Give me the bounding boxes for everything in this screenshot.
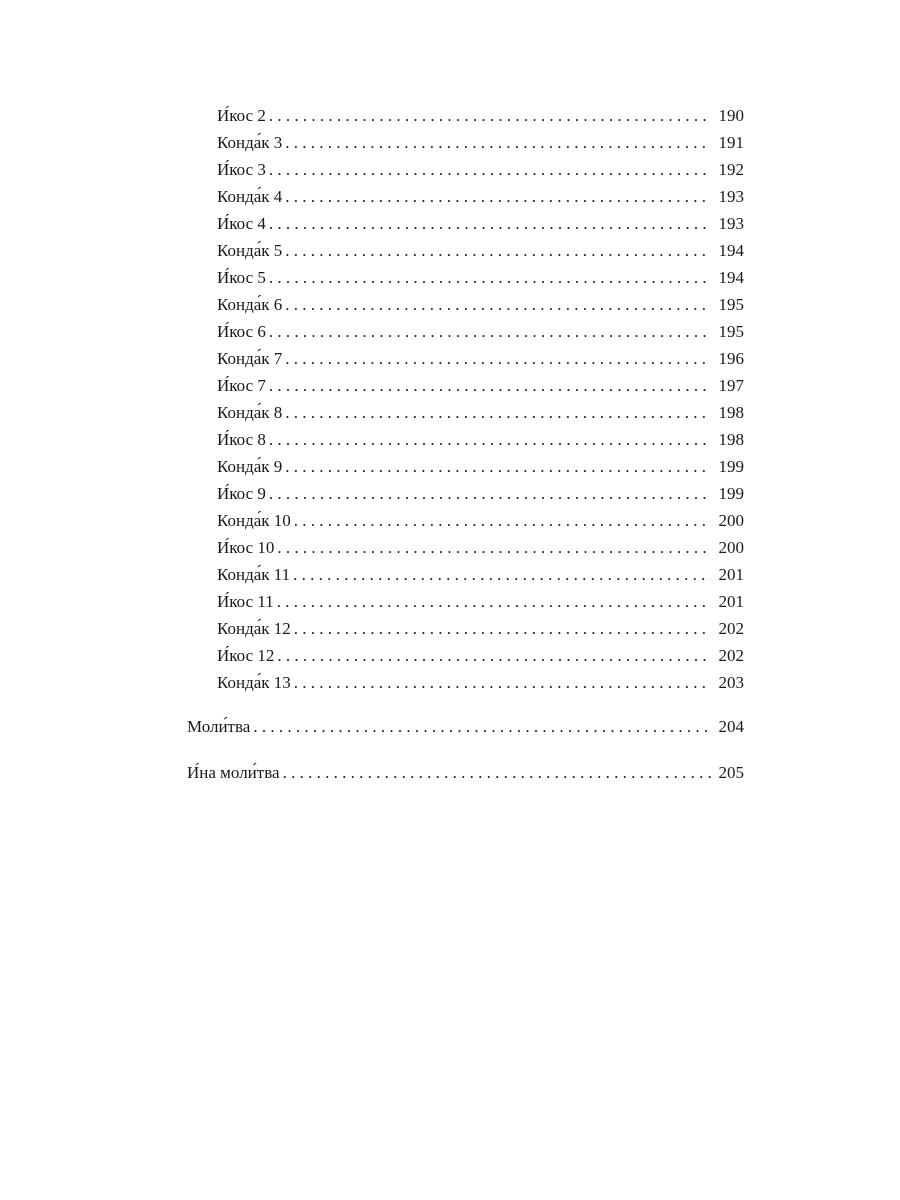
dot-leader <box>269 214 711 234</box>
toc-entry-title: И́кос 12 <box>217 646 275 665</box>
dot-leader <box>294 511 711 531</box>
toc-entry-title: Конда́к 10 <box>217 511 291 530</box>
toc-entry <box>217 133 744 153</box>
dot-leader <box>285 187 710 207</box>
toc-entry-title: Моли́тва <box>187 717 251 736</box>
toc-entry-title: И́кос 11 <box>217 592 274 611</box>
toc-entry <box>217 322 744 342</box>
dot-leader <box>285 295 710 315</box>
dot-leader <box>269 430 711 450</box>
dot-leader <box>269 376 711 396</box>
toc-entry-page: 201 <box>718 565 744 584</box>
toc-main-entry <box>187 763 744 783</box>
toc-main-entry <box>187 717 744 737</box>
toc-entry-page: 195 <box>718 295 744 314</box>
dot-leader <box>277 592 711 612</box>
dot-leader <box>269 106 711 126</box>
toc-entry-page: 203 <box>718 673 744 692</box>
toc-entry-title: И́кос 8 <box>217 430 266 449</box>
toc-entry-title: Конда́к 7 <box>217 349 283 368</box>
toc-entry <box>217 295 744 315</box>
toc-entry <box>217 106 744 126</box>
toc-entry <box>217 241 744 261</box>
toc-entry <box>217 349 744 369</box>
toc-entry-title: Конда́к 3 <box>217 133 283 152</box>
toc-entry <box>217 646 744 666</box>
toc-entry <box>217 187 744 207</box>
toc-entry <box>217 430 744 450</box>
toc-entry-page: 190 <box>718 106 744 125</box>
toc-entry-page: 199 <box>718 484 744 503</box>
toc-entry-title: И́кос 5 <box>217 268 266 287</box>
toc-entry-title: Конда́к 6 <box>217 295 283 314</box>
dot-leader <box>269 160 711 180</box>
toc-entry <box>217 592 744 612</box>
toc-entry <box>217 376 744 396</box>
toc-entry-title: Конда́к 13 <box>217 673 291 692</box>
toc-entry-page: 193 <box>718 187 744 206</box>
dot-leader <box>269 322 711 342</box>
toc-entry-title: Конда́к 8 <box>217 403 283 422</box>
toc-entry-page: 201 <box>718 592 744 611</box>
dot-leader <box>277 646 710 666</box>
toc-entry-title: И́кос 2 <box>217 106 266 125</box>
toc-entry-title: И́кос 7 <box>217 376 266 395</box>
toc-entry-page: 196 <box>718 349 744 368</box>
toc-entry-page: 202 <box>718 619 744 638</box>
toc-entry-title: И́кос 9 <box>217 484 266 503</box>
toc-entry <box>217 457 744 477</box>
toc-entry-title: Конда́к 11 <box>217 565 291 584</box>
toc-entry-page: 198 <box>718 430 744 449</box>
toc-entry-page: 193 <box>718 214 744 233</box>
toc-entry-title: И́кос 6 <box>217 322 266 341</box>
dot-leader <box>294 673 711 693</box>
toc-entry <box>217 565 744 585</box>
dot-leader <box>285 133 710 153</box>
dot-leader <box>285 241 710 261</box>
toc-entry <box>217 484 744 504</box>
toc-entry <box>217 160 744 180</box>
dot-leader <box>253 717 710 737</box>
toc-entry-page: 198 <box>718 403 744 422</box>
toc-entry-page: 194 <box>718 241 744 260</box>
toc-entry <box>217 538 744 558</box>
toc-entry-page: 200 <box>718 511 744 530</box>
toc-entry-page: 200 <box>718 538 744 557</box>
dot-leader <box>285 349 710 369</box>
dot-leader <box>293 565 710 585</box>
toc-entry-page: 194 <box>718 268 744 287</box>
toc-entry-title: Конда́к 5 <box>217 241 283 260</box>
toc-entry-title: Конда́к 9 <box>217 457 283 476</box>
toc-entry-title: И́кос 3 <box>217 160 266 179</box>
toc-entry <box>217 511 744 531</box>
toc-entry-title: И́кос 10 <box>217 538 275 557</box>
dot-leader <box>285 403 710 423</box>
toc-entry-title: Конда́к 4 <box>217 187 283 206</box>
toc-entry-title: И́кос 4 <box>217 214 266 233</box>
toc-entry-title: И́на моли́тва <box>187 763 280 782</box>
dot-leader <box>285 457 710 477</box>
toc-entry-page: 205 <box>718 763 744 782</box>
dot-leader <box>269 268 711 288</box>
toc-entry-page: 195 <box>718 322 744 341</box>
toc-entry-page: 197 <box>718 376 744 395</box>
toc-entry-title: Конда́к 12 <box>217 619 291 638</box>
toc-entry <box>217 619 744 639</box>
toc-entry-page: 191 <box>718 133 744 152</box>
toc-entry-page: 199 <box>718 457 744 476</box>
dot-leader <box>283 763 711 783</box>
toc-entry <box>217 673 744 693</box>
toc-entry-page: 204 <box>718 717 744 736</box>
toc-entry <box>217 214 744 234</box>
toc-entry-page: 192 <box>718 160 744 179</box>
toc-entry <box>217 268 744 288</box>
toc-entry <box>217 403 744 423</box>
dot-leader <box>269 484 711 504</box>
dot-leader <box>294 619 711 639</box>
toc-entry-page: 202 <box>718 646 744 665</box>
dot-leader <box>277 538 710 558</box>
